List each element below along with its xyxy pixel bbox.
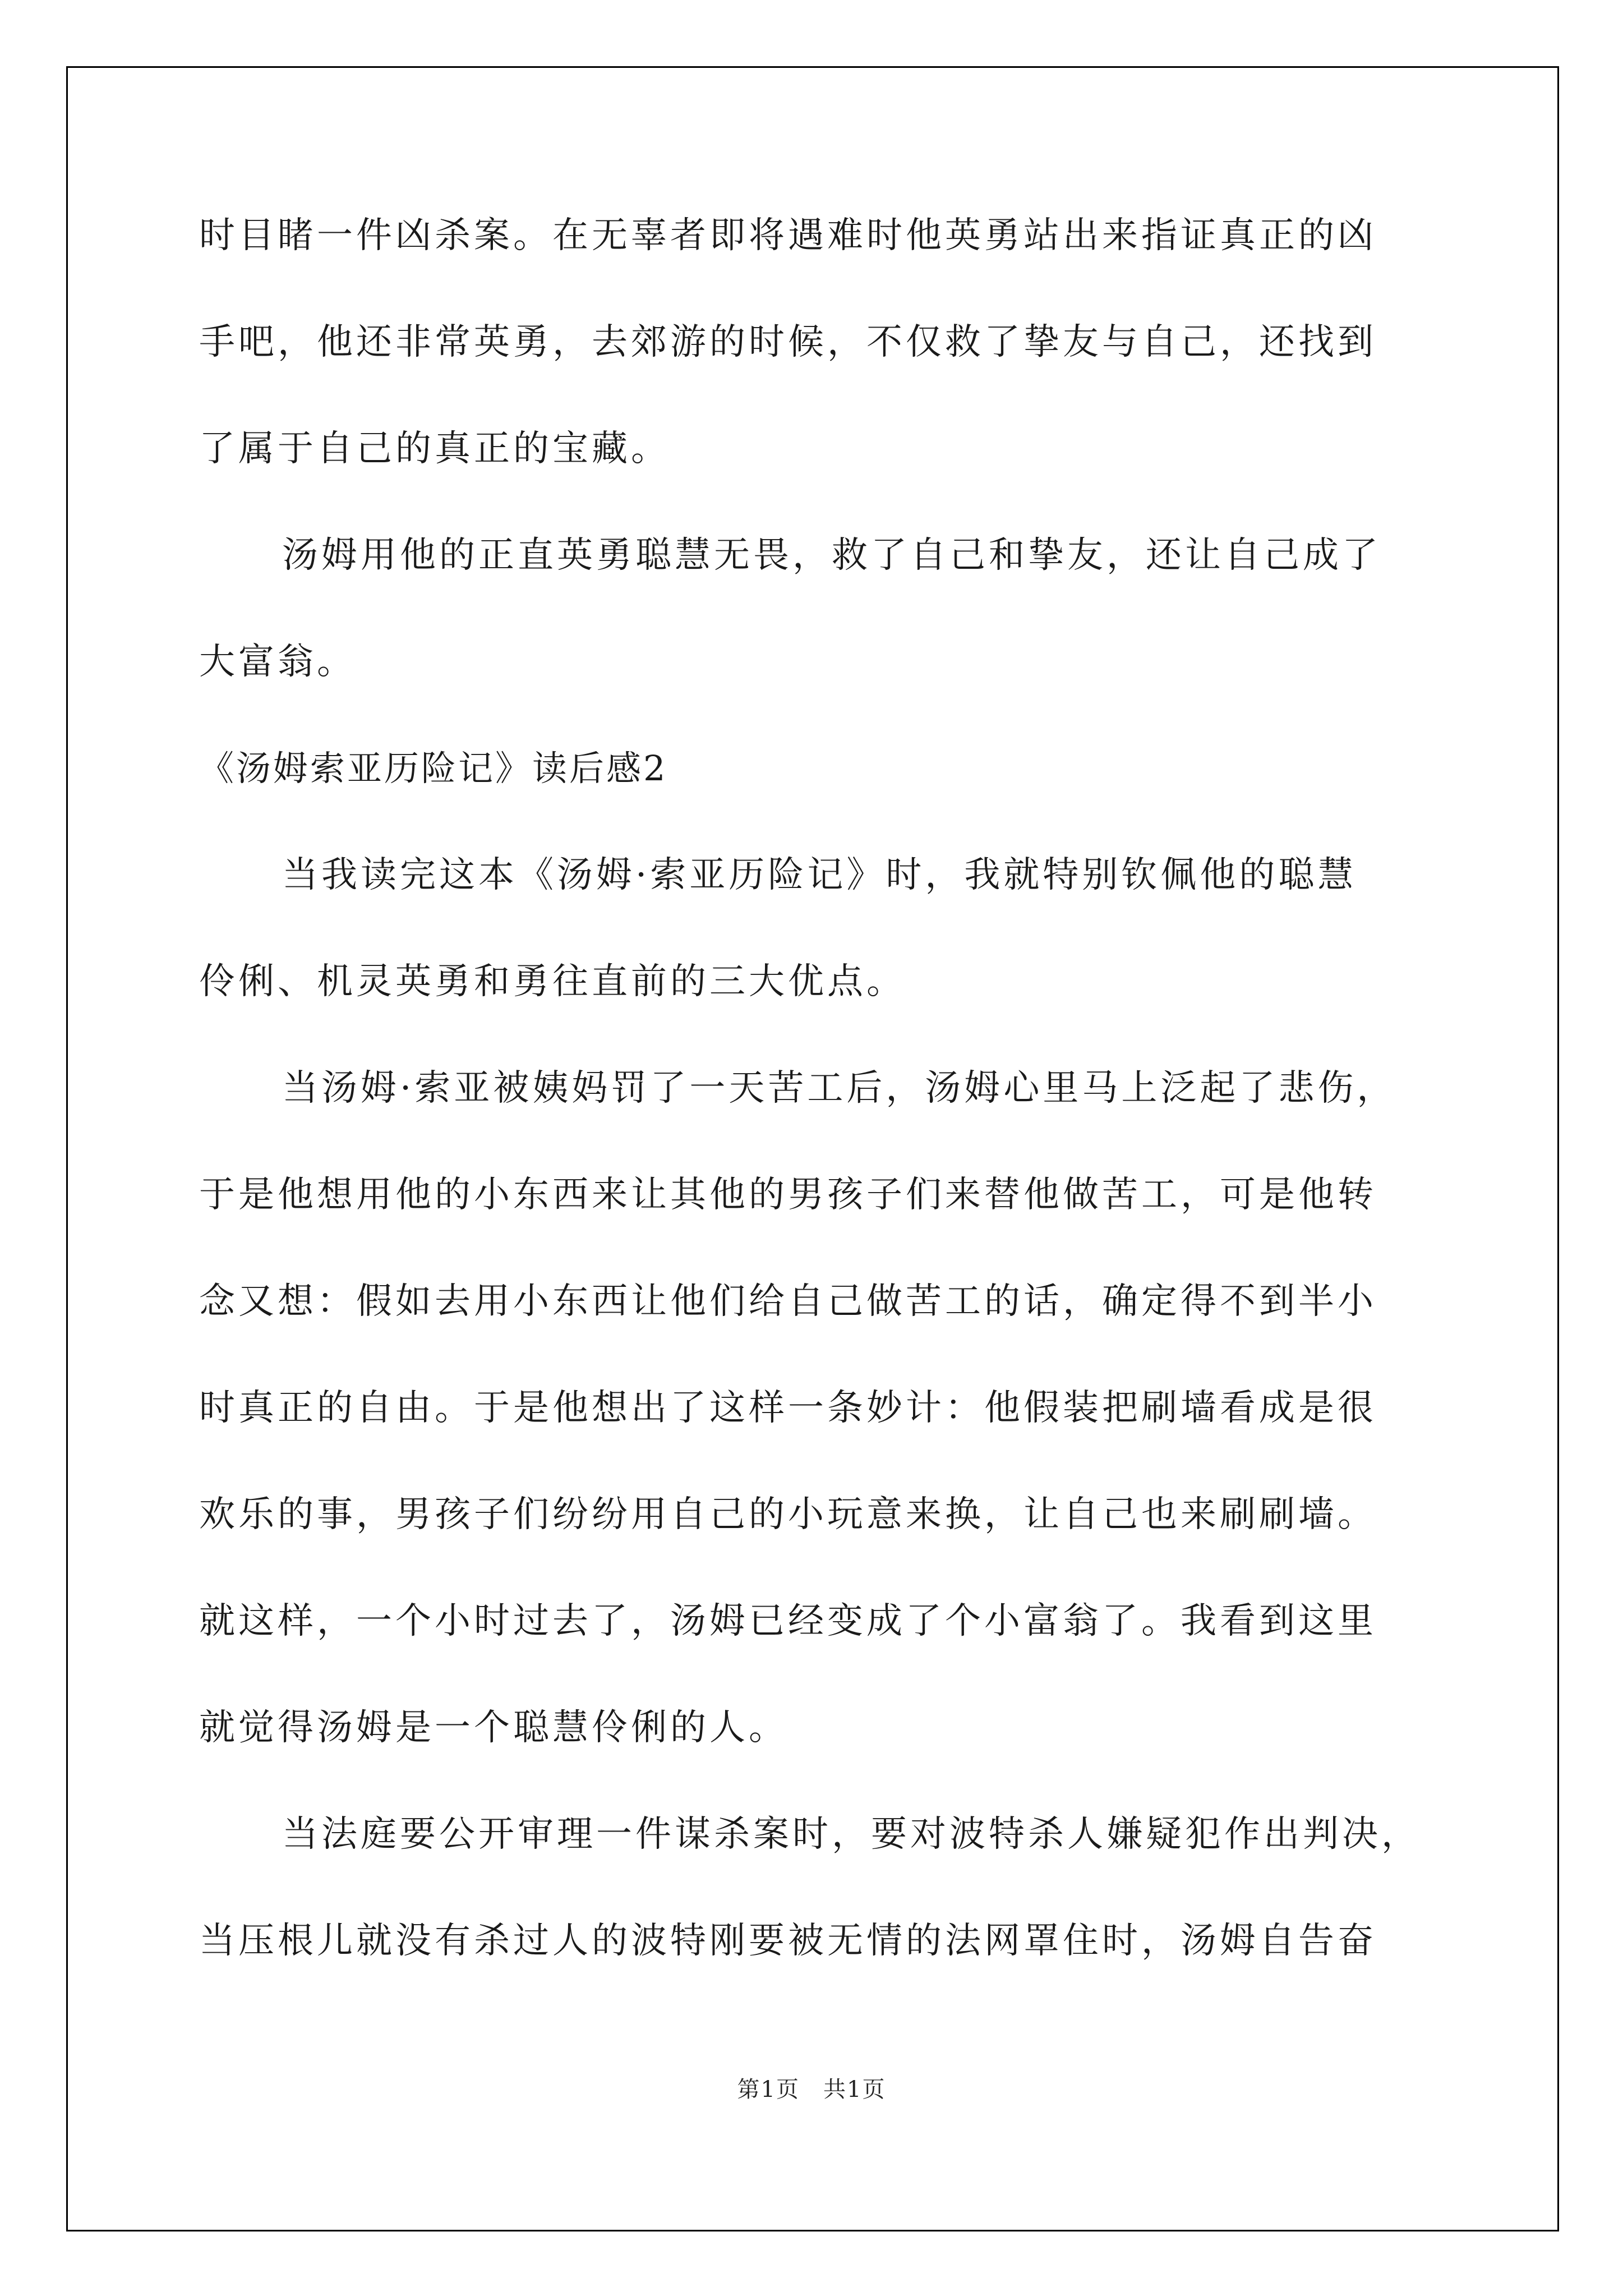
text-line: 时真正的自由。于是他想出了这样一条妙计：他假装把刷墙看成是很 — [199, 1387, 1377, 1429]
section-heading: 《汤姆索亚历险记》读后感2 — [199, 748, 668, 789]
text-line: 当压根儿就没有杀过人的波特刚要被无情的法网罩住时，汤姆自告奋 — [199, 1920, 1377, 1962]
text-line: 欢乐的事，男孩子们纷纷用自己的小玩意来换，让自己也来刷刷墙。 — [199, 1494, 1377, 1535]
text-line: 伶俐、机灵英勇和勇往直前的三大优点。 — [199, 961, 906, 1002]
text-line: 手吧，他还非常英勇，去郊游的时候，不仅救了挚友与自己，还找到 — [199, 321, 1377, 363]
text-line: 就觉得汤姆是一个聪慧伶俐的人。 — [199, 1707, 788, 1749]
text-line: 时目睹一件凶杀案。在无辜者即将遇难时他英勇站出来指证真正的凶 — [199, 215, 1377, 256]
text-line: 汤姆用他的正直英勇聪慧无畏，救了自己和挚友，还让自己成了 — [282, 535, 1381, 576]
text-line: 就这样，一个小时过去了，汤姆已经变成了个小富翁了。我看到这里 — [199, 1600, 1377, 1642]
text-line: 了属于自己的真正的宝藏。 — [199, 428, 670, 470]
page-footer: 第1页 共1页 — [737, 2077, 886, 2102]
text-line: 大富翁。 — [199, 641, 356, 683]
text-line: 念又想：假如去用小东西让他们给自己做苦工的话，确定得不到半小 — [199, 1281, 1377, 1322]
page-border — [66, 66, 1559, 2231]
text-line: 当汤姆·索亚被姨妈罚了一天苦工后，汤姆心里马上泛起了悲伤， — [282, 1068, 1396, 1109]
text-line: 当我读完这本《汤姆·索亚历险记》时，我就特别钦佩他的聪慧 — [282, 854, 1357, 896]
text-line: 当法庭要公开审理一件谋杀案时，要对波特杀人嫌疑犯作出判决， — [282, 1814, 1421, 1855]
text-line: 于是他想用他的小东西来让其他的男孩子们来替他做苦工，可是他转 — [199, 1174, 1377, 1216]
